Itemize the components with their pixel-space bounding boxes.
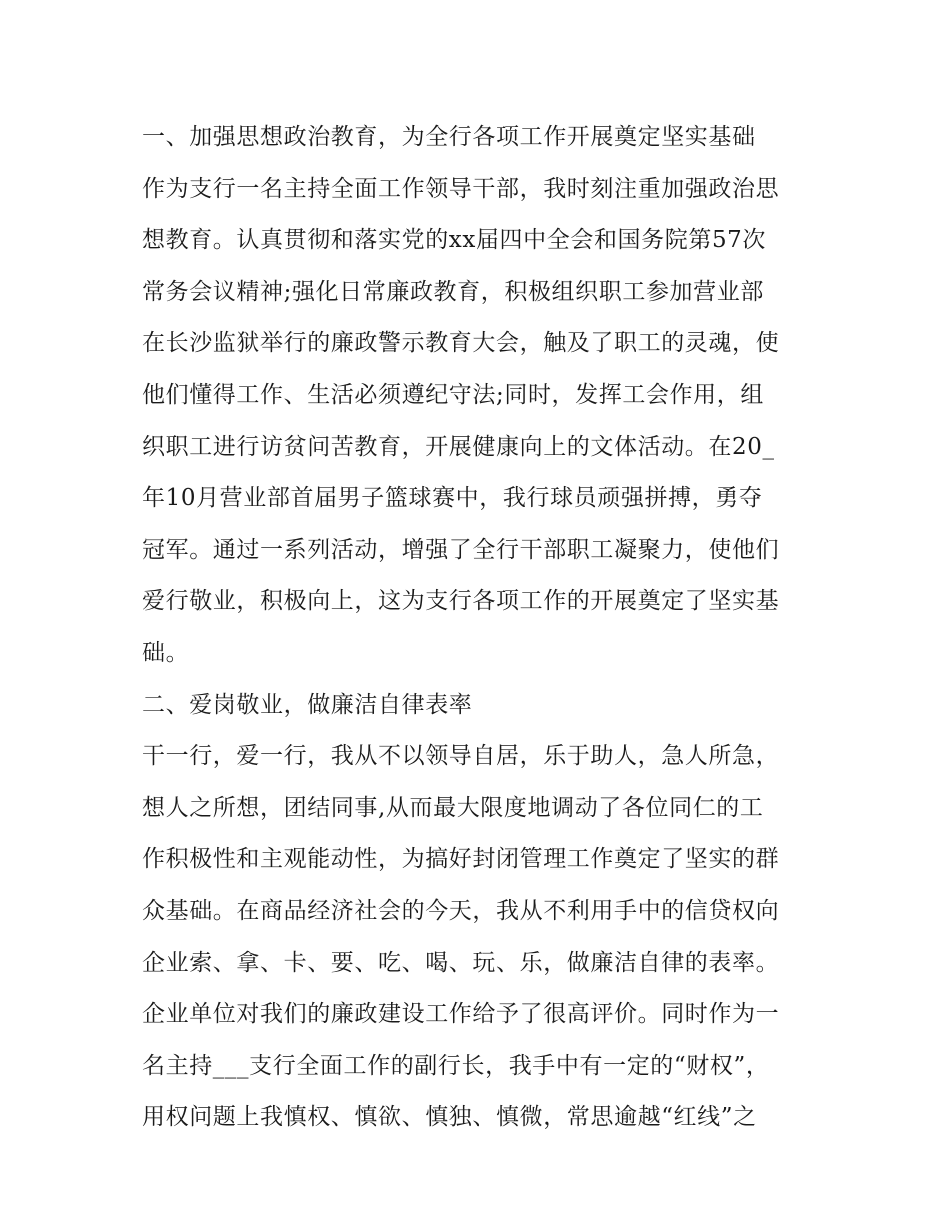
text-line: 作积极性和主观能动性，为搞好封闭管理工作奠定了坚实的群 [142, 846, 780, 873]
text-line: 名主持___支行全面工作的副行长，我手中有一定的“财权”， [142, 1052, 770, 1079]
text-line: 干一行，爱一行，我从不以领导自居，乐于助人，急人所急， [142, 743, 780, 770]
text-line: 爱行敬业，积极向上，这为支行各项工作的开展奠定了坚实基 [142, 588, 780, 615]
body-text [142, 112, 832, 1144]
text-line: 织职工进行访贫问苦教育，开展健康向上的文体活动。在20_ [142, 433, 775, 460]
text-line: 作为支行一名主持全面工作领导干部，我时刻注重加强政治思 [142, 175, 780, 202]
text-line: 众基础。在商品经济社会的今天，我从不利用手中的信贷权向 [142, 897, 780, 924]
section-heading: 二、爱岗敬业，做廉洁自律表率 [142, 691, 473, 718]
text-line: 企业索、拿、卡、要、吃、喝、玩、乐，做廉洁自律的表率。 [142, 949, 780, 976]
text-line: 他们懂得工作、生活必须遵纪守法;同时，发挥工会作用，组 [142, 381, 764, 408]
text-line: 常务会议精神;强化日常廉政教育，积极组织职工参加营业部 [142, 278, 764, 305]
text-line: 想人之所想，团结同事,从而最大限度地调动了各位同仁的工 [142, 794, 764, 821]
text-line: 企业单位对我们的廉政建设工作给予了很高评价。同时作为一 [142, 1001, 780, 1028]
text-line: 一、加强思想政治教育，为全行各项工作开展奠定坚实基础 [142, 124, 756, 150]
text-line: 础。 [142, 639, 190, 666]
text-line: 在长沙监狱举行的廉政警示教育大会，触及了职工的灵魂，使 [142, 330, 780, 357]
text-line: 年10月营业部首届男子篮球赛中，我行球员顽强拼搏，勇夺 [142, 485, 763, 512]
text-line: 想教育。认真贯彻和落实党的xx届四中全会和国务院第57次 [142, 227, 767, 254]
text-line: 用权问题上我慎权、慎欲、慎独、慎微，常思逾越“红线”之 [142, 1104, 757, 1131]
text-line: 冠军。通过一系列活动，增强了全行干部职工凝聚力，使他们 [142, 536, 780, 563]
